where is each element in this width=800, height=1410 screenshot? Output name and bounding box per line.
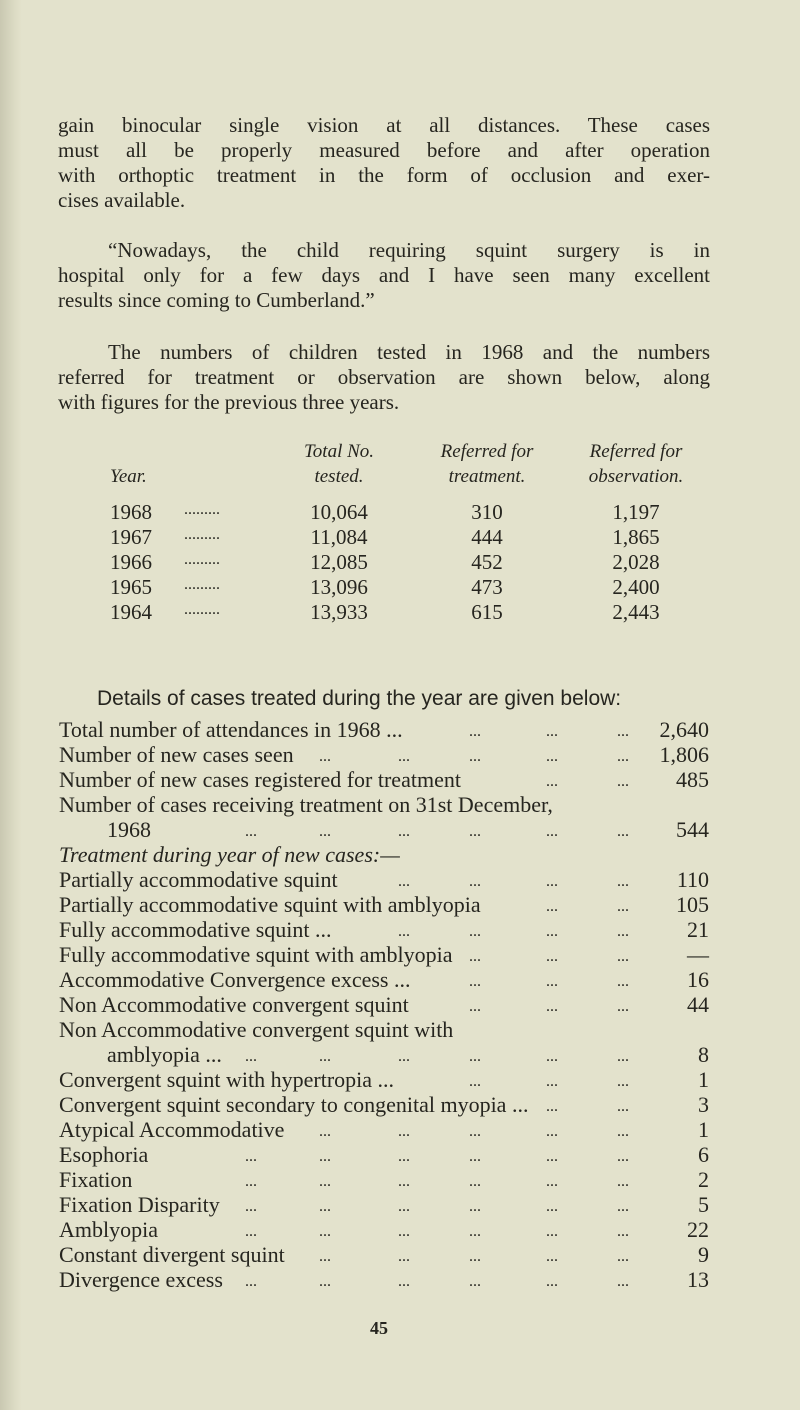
details-row (0, 1268, 800, 1293)
leader-dots: ... (546, 1198, 558, 1215)
leader-dots: ... (319, 1198, 331, 1215)
details-value: 1 (698, 1067, 709, 1092)
paragraph-line: must all be properly measured before and after operation (58, 138, 710, 162)
details-row (0, 793, 800, 818)
header-treatment-1: Referred for (440, 441, 534, 462)
leader-dots: ... (469, 873, 481, 890)
leader-dots: ... (546, 773, 558, 790)
leader-dots: ... (546, 723, 558, 740)
details-row (0, 1018, 800, 1043)
details-row (0, 1168, 800, 1193)
details-value: 21 (687, 917, 709, 942)
row-treatment: 310 (471, 500, 503, 524)
leader-dots: ... (469, 998, 481, 1015)
leader-dots: ... (546, 1173, 558, 1190)
details-label: Non Accommodative convergent squint (59, 992, 409, 1017)
leader-dots: ... (469, 923, 481, 940)
details-row (0, 993, 800, 1018)
details-row (0, 1068, 800, 1093)
leader-dots: ... (546, 1123, 558, 1140)
details-row (0, 1043, 800, 1068)
leader-dots: ... (546, 873, 558, 890)
details-value: 485 (676, 767, 709, 792)
details-value: 13 (687, 1267, 709, 1292)
details-value: 6 (698, 1142, 709, 1167)
details-row (0, 918, 800, 943)
row-year: 1965 (110, 575, 152, 599)
row-year: 1968 (110, 500, 152, 524)
leader-dots: ... (469, 1198, 481, 1215)
leader-dots: ... (319, 1223, 331, 1240)
leader-dots: ... (398, 823, 410, 840)
details-value: 8 (698, 1042, 709, 1067)
leader-dots: ... (245, 823, 257, 840)
details-label: Convergent squint secondary to congenital myopia ... (59, 1092, 529, 1117)
details-label: Fixation Disparity (59, 1192, 220, 1217)
details-value: 2,640 (659, 717, 709, 742)
leader-dots: ... (546, 748, 558, 765)
leader-dots: ... (617, 948, 629, 965)
details-row (0, 718, 800, 743)
row-year: 1966 (110, 550, 152, 574)
leader-dots: ... (546, 948, 558, 965)
details-label: Partially accommodative squint (59, 867, 338, 892)
leader-dots: ... (617, 823, 629, 840)
leader-dots: ... (319, 823, 331, 840)
leader-dots: ... (245, 1148, 257, 1165)
leader-dots: ... (319, 1173, 331, 1190)
row-year: 1967 (110, 525, 152, 549)
row-observation: 1,197 (612, 500, 660, 524)
leader-dots: ... (617, 1098, 629, 1115)
details-heading: Details of cases treated during the year are given below: (97, 687, 622, 710)
row-observation: 2,443 (612, 600, 660, 624)
leader-dots: ... (546, 823, 558, 840)
leader-dots: ... (319, 1123, 331, 1140)
row-year: 1964 (110, 600, 152, 624)
leader-dots: ... (398, 1223, 410, 1240)
row-leader: ......... (184, 501, 220, 518)
details-label: Convergent squint with hypertropia ... (59, 1067, 395, 1092)
details-label: Accommodative Convergence excess ... (59, 967, 411, 992)
details-value: — (687, 942, 709, 967)
leader-dots: ... (469, 948, 481, 965)
leader-dots: ... (469, 1123, 481, 1140)
leader-dots: ... (617, 898, 629, 915)
leader-dots: ... (617, 923, 629, 940)
details-label: Amblyopia (59, 1217, 158, 1242)
leader-dots: ... (398, 1198, 410, 1215)
details-value: 1 (698, 1117, 709, 1142)
details-value: 544 (676, 817, 709, 842)
leader-dots: ... (546, 1273, 558, 1290)
leader-dots: ... (546, 923, 558, 940)
details-label: Divergence excess (59, 1267, 223, 1292)
leader-dots: ... (469, 1048, 481, 1065)
leader-dots: ... (469, 1148, 481, 1165)
details-label: Non Accommodative convergent squint with (59, 1017, 454, 1042)
details-row (0, 743, 800, 768)
leader-dots: ... (617, 1123, 629, 1140)
row-leader: ......... (184, 551, 220, 568)
details-row (0, 1118, 800, 1143)
leader-dots: ... (398, 748, 410, 765)
paragraph-line: results since coming to Cumberland.” (58, 288, 375, 312)
leader-dots: ... (546, 1098, 558, 1115)
leader-dots: ... (546, 1048, 558, 1065)
leader-dots: ... (245, 1223, 257, 1240)
leader-dots: ... (398, 923, 410, 940)
leader-dots: ... (398, 1248, 410, 1265)
details-value: 1,806 (659, 742, 709, 767)
leader-dots: ... (469, 823, 481, 840)
leader-dots: ... (546, 1223, 558, 1240)
leader-dots: ... (617, 1173, 629, 1190)
leader-dots: ... (617, 723, 629, 740)
leader-dots: ... (319, 1148, 331, 1165)
leader-dots: ... (546, 898, 558, 915)
leader-dots: ... (617, 1248, 629, 1265)
row-leader: ......... (184, 576, 220, 593)
leader-dots: ... (398, 1048, 410, 1065)
details-label: amblyopia ... (107, 1042, 222, 1067)
paragraph-line: cises available. (58, 188, 186, 212)
details-label: Fully accommodative squint with amblyopia (59, 942, 453, 967)
header-observation-1: Referred for (589, 441, 683, 462)
leader-dots: ... (469, 1223, 481, 1240)
header-total-1: Total No. (303, 441, 375, 462)
row-total: 11,084 (310, 525, 368, 549)
row-treatment: 473 (471, 575, 503, 599)
leader-dots: ... (546, 973, 558, 990)
details-label: Number of new cases seen (59, 742, 294, 767)
header-total-2: tested. (314, 466, 364, 487)
details-label: Fully accommodative squint ... (59, 917, 332, 942)
row-total: 13,933 (310, 600, 368, 624)
paragraph-line: “Nowadays, the child requiring squint surgery is in (108, 238, 710, 262)
header-treatment-2: treatment. (448, 466, 526, 487)
details-row (0, 818, 800, 843)
row-treatment: 615 (471, 600, 503, 624)
details-value: 16 (687, 967, 709, 992)
leader-dots: ... (319, 1048, 331, 1065)
leader-dots: ... (398, 1173, 410, 1190)
details-value: 105 (676, 892, 709, 917)
leader-dots: ... (398, 1148, 410, 1165)
leader-dots: ... (546, 1248, 558, 1265)
leader-dots: ... (398, 1123, 410, 1140)
leader-dots: ... (617, 998, 629, 1015)
details-value: 110 (676, 867, 709, 892)
leader-dots: ... (617, 1048, 629, 1065)
row-leader: ......... (184, 601, 220, 618)
leader-dots: ... (546, 998, 558, 1015)
leader-dots: ... (245, 1198, 257, 1215)
details-value: 22 (687, 1217, 709, 1242)
leader-dots: ... (469, 1273, 481, 1290)
details-label: Atypical Accommodative (59, 1117, 285, 1142)
row-leader: ......... (184, 526, 220, 543)
details-row (0, 1193, 800, 1218)
details-row (0, 1218, 800, 1243)
details-row (0, 768, 800, 793)
details-label: Number of cases receiving treatment on 31st December, (59, 792, 553, 817)
paragraph-line: gain binocular single vision at all distances. These cases (58, 113, 710, 137)
leader-dots: ... (398, 1273, 410, 1290)
row-total: 12,085 (310, 550, 368, 574)
paragraph-line: hospital only for a few days and I have seen many excellent (58, 263, 710, 287)
header-observation-2: observation. (588, 466, 684, 487)
details-value: 5 (698, 1192, 709, 1217)
leader-dots: ... (319, 1273, 331, 1290)
leader-dots: ... (245, 1048, 257, 1065)
paragraph-line: The numbers of children tested in 1968 and the numbers (108, 340, 710, 364)
details-row (0, 1143, 800, 1168)
page-number: 45 (370, 1318, 388, 1338)
details-value: 3 (698, 1092, 709, 1117)
details-label: Constant divergent squint (59, 1242, 285, 1267)
details-row (0, 968, 800, 993)
details-value: 2 (698, 1167, 709, 1192)
leader-dots: ... (617, 1198, 629, 1215)
leader-dots: ... (546, 1148, 558, 1165)
details-label: Esophoria (59, 1142, 149, 1167)
row-treatment: 452 (471, 550, 503, 574)
row-total: 13,096 (310, 575, 368, 599)
details-label: 1968 (107, 817, 151, 842)
paragraph-line: with figures for the previous three years. (58, 390, 400, 414)
leader-dots: ... (469, 1173, 481, 1190)
leader-dots: ... (398, 873, 410, 890)
leader-dots: ... (245, 1273, 257, 1290)
leader-dots: ... (319, 748, 331, 765)
row-observation: 2,400 (612, 575, 660, 599)
row-observation: 1,865 (612, 525, 660, 549)
details-value: 9 (698, 1242, 709, 1267)
row-observation: 2,028 (612, 550, 660, 574)
details-row (0, 1093, 800, 1118)
leader-dots: ... (469, 723, 481, 740)
row-treatment: 444 (471, 525, 503, 549)
leader-dots: ... (617, 1148, 629, 1165)
leader-dots: ... (617, 1073, 629, 1090)
leader-dots: ... (617, 773, 629, 790)
leader-dots: ... (319, 1248, 331, 1265)
leader-dots: ... (617, 1273, 629, 1290)
leader-dots: ... (469, 1248, 481, 1265)
leader-dots: ... (617, 1223, 629, 1240)
details-row (0, 868, 800, 893)
header-year: Year. (110, 466, 147, 487)
details-label: Partially accommodative squint with amblyopia (59, 892, 481, 917)
details-row (0, 843, 800, 868)
details-row (0, 1243, 800, 1268)
details-label: Number of new cases registered for treatment (59, 767, 461, 792)
details-row (0, 943, 800, 968)
leader-dots: ... (469, 748, 481, 765)
paragraph-line: referred for treatment or observation are shown below, along (58, 365, 710, 389)
leader-dots: ... (469, 1073, 481, 1090)
details-row (0, 893, 800, 918)
leader-dots: ... (245, 1173, 257, 1190)
leader-dots: ... (469, 973, 481, 990)
details-value: 44 (687, 992, 709, 1017)
leader-dots: ... (617, 748, 629, 765)
leader-dots: ... (546, 1073, 558, 1090)
details-label: Total number of attendances in 1968 ... (59, 717, 403, 742)
leader-dots: ... (617, 873, 629, 890)
paragraph-line: with orthoptic treatment in the form of occlusion and exer- (58, 163, 710, 187)
details-label: Treatment during year of new cases:— (59, 842, 400, 867)
details-label: Fixation (59, 1167, 133, 1192)
row-total: 10,064 (310, 500, 368, 524)
leader-dots: ... (617, 973, 629, 990)
